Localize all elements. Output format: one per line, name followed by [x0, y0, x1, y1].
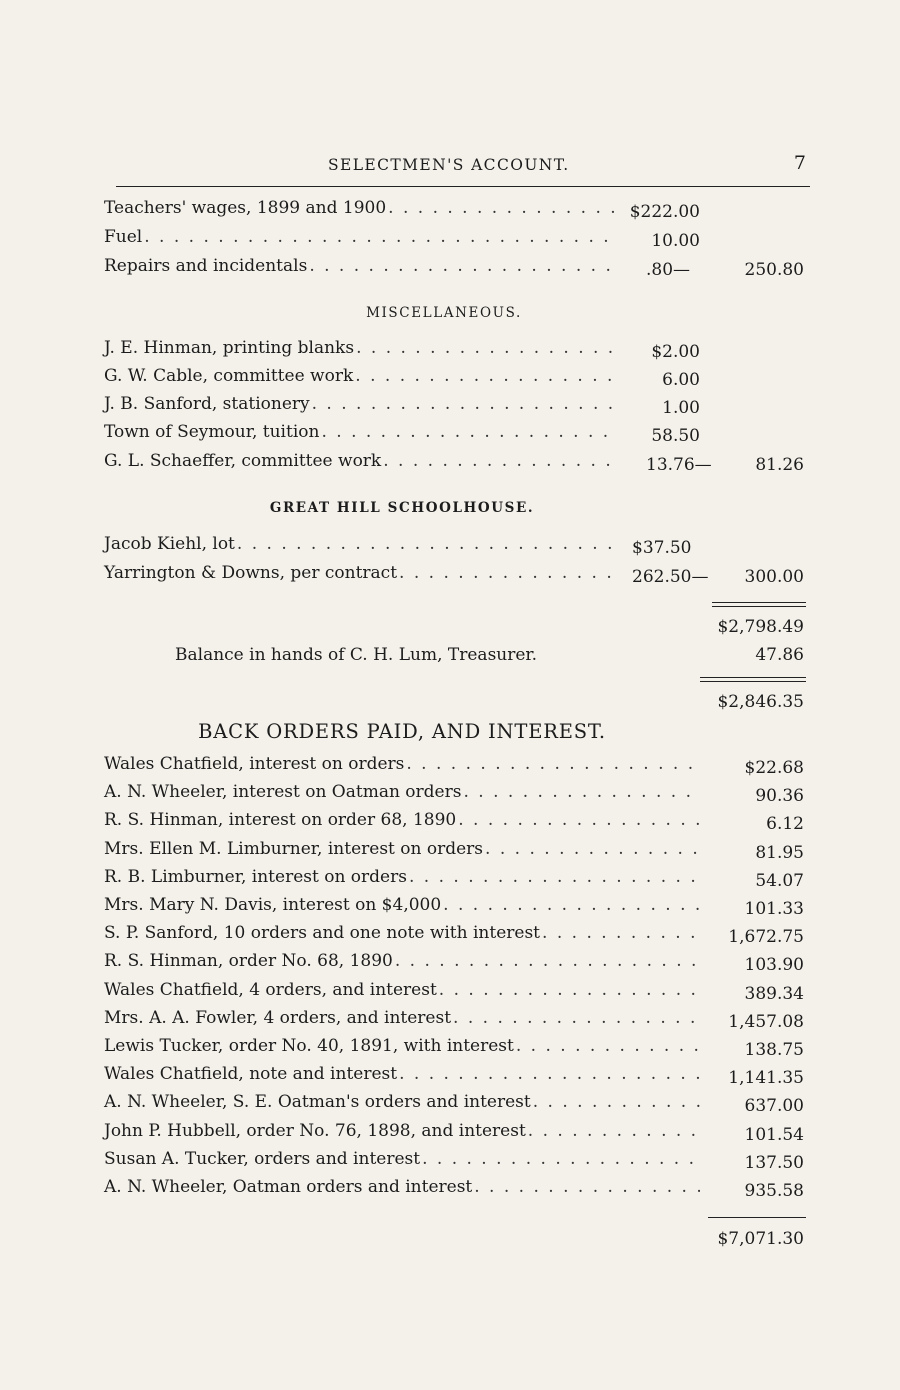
entry-line [104, 394, 614, 422]
back-order-amount: 101.54 [744, 1125, 804, 1145]
entry-label: J. B. Sanford, stationery [104, 394, 310, 414]
back-order-amount: 137.50 [744, 1153, 804, 1173]
back-order-amount: 103.90 [744, 955, 804, 975]
entry-label: G. W. Cable, committee work [104, 366, 354, 386]
back-order-row [104, 1177, 700, 1205]
entry-amount: 58.50 [651, 426, 700, 446]
back-order-amount: 1,457.08 [728, 1012, 804, 1032]
back-order-label: John P. Hubbell, order No. 76, 1898, and interest [104, 1121, 526, 1141]
entry-label: Fuel [104, 227, 143, 247]
entry-amount: .80— [646, 260, 691, 280]
page-header [116, 152, 810, 187]
entry-label: G. L. Schaeffer, committee work [104, 451, 382, 471]
section-heading-back-orders: BACK ORDERS PAID, AND INTEREST. [198, 720, 606, 743]
entry-amount: 1.00 [662, 398, 700, 418]
back-order-row [104, 810, 700, 838]
entry-line [104, 198, 614, 226]
entry-line [104, 366, 614, 394]
back-order-row [104, 1092, 700, 1120]
subtotal-amount: $2,798.49 [717, 617, 804, 637]
back-orders-total: $7,071.30 [717, 1229, 804, 1249]
back-order-label: Wales Chatfield, 4 orders, and interest [104, 980, 437, 1000]
total-rule [712, 606, 806, 607]
entry-amount: 10.00 [651, 231, 700, 251]
back-order-amount: $22.68 [744, 758, 804, 778]
back-order-amount: 81.95 [755, 843, 804, 863]
balance-amount: 47.86 [755, 645, 804, 665]
back-order-amount: 389.34 [744, 984, 804, 1004]
entry-label: J. E. Hinman, printing blanks [104, 338, 355, 358]
total-rule [708, 1217, 806, 1218]
back-order-label: A. N. Wheeler, S. E. Oatman's orders and interest [104, 1092, 531, 1112]
back-order-label: A. N. Wheeler, Oatman orders and interest [104, 1177, 473, 1197]
back-order-row [104, 839, 700, 867]
back-order-label: Wales Chatfield, note and interest [104, 1064, 398, 1084]
total-rule [700, 681, 806, 682]
back-order-amount: 138.75 [744, 1040, 804, 1060]
back-order-amount: 6.12 [766, 814, 804, 834]
entry-line [104, 534, 614, 562]
back-order-amount: 101.33 [744, 899, 804, 919]
back-order-amount: 54.07 [755, 871, 804, 891]
entry-amount: $2.00 [651, 342, 700, 362]
section-heading-great-hill: GREAT HILL SCHOOLHOUSE. [269, 500, 535, 516]
back-order-amount: 90.36 [755, 786, 804, 806]
back-order-label: Lewis Tucker, order No. 40, 1891, with interest [104, 1036, 514, 1056]
entry-line [104, 563, 614, 591]
back-order-label: R. S. Hinman, interest on order 68, 1890 [104, 810, 457, 830]
back-order-row [104, 980, 700, 1008]
entry-line [104, 422, 614, 450]
back-order-row [104, 754, 700, 782]
entry-amount: $37.50 [632, 538, 692, 558]
back-order-row [104, 895, 700, 923]
entry-label: Jacob Kiehl, lot [104, 534, 235, 554]
entry-total: 81.26 [755, 455, 804, 475]
back-order-label: Mrs. Mary N. Davis, interest on $4,000 [104, 895, 442, 915]
back-order-row [104, 1036, 700, 1064]
back-order-label: Wales Chatfield, interest on orders [104, 754, 405, 774]
back-order-row [104, 1064, 700, 1092]
section-heading-miscellaneous: MISCELLANEOUS. [366, 305, 522, 321]
back-order-amount: 1,141.35 [728, 1068, 804, 1088]
back-order-amount: 637.00 [744, 1096, 804, 1116]
entry-total: 300.00 [744, 567, 804, 587]
entry-amount: 6.00 [662, 370, 700, 390]
entry-line [104, 338, 614, 366]
back-order-row [104, 951, 700, 979]
back-order-row [104, 782, 700, 810]
entry-label: Town of Seymour, tuition [104, 422, 320, 442]
back-order-label: Mrs. A. A. Fowler, 4 orders, and interest [104, 1008, 452, 1028]
back-order-label: Susan A. Tucker, orders and interest [104, 1149, 421, 1169]
back-order-label: A. N. Wheeler, interest on Oatman orders [104, 782, 462, 802]
balance-label: Balance in hands of C. H. Lum, Treasurer. [175, 645, 538, 665]
running-title: SELECTMEN'S ACCOUNT. [328, 156, 570, 174]
back-order-label: S. P. Sanford, 10 orders and one note with interest [104, 923, 541, 943]
back-order-row [104, 923, 700, 951]
entry-amount: 13.76— [646, 455, 712, 475]
back-order-row [104, 867, 700, 895]
back-order-row [104, 1149, 700, 1177]
grand-total-amount: $2,846.35 [717, 692, 804, 712]
entry-label: Teachers' wages, 1899 and 1900 [104, 198, 387, 218]
back-order-row [104, 1008, 700, 1036]
entry-line [104, 256, 614, 284]
back-order-label: R. B. Limburner, interest on orders [104, 867, 407, 887]
page-number: 7 [793, 152, 806, 174]
total-rule [700, 677, 806, 678]
entry-amount: $222.00 [629, 202, 700, 222]
back-order-amount: 935.58 [744, 1181, 804, 1201]
back-order-row [104, 1121, 700, 1149]
entry-line [104, 451, 614, 479]
back-order-label: R. S. Hinman, order No. 68, 1890 [104, 951, 393, 971]
entry-label: Yarrington & Downs, per contract [104, 563, 398, 583]
entry-total: 250.80 [744, 260, 804, 280]
entry-label: Repairs and incidentals [104, 256, 308, 276]
entry-line [104, 227, 614, 255]
back-order-amount: 1,672.75 [728, 927, 804, 947]
total-rule [712, 602, 806, 603]
entry-amount: 262.50— [632, 567, 709, 587]
back-order-label: Mrs. Ellen M. Limburner, interest on orders [104, 839, 484, 859]
